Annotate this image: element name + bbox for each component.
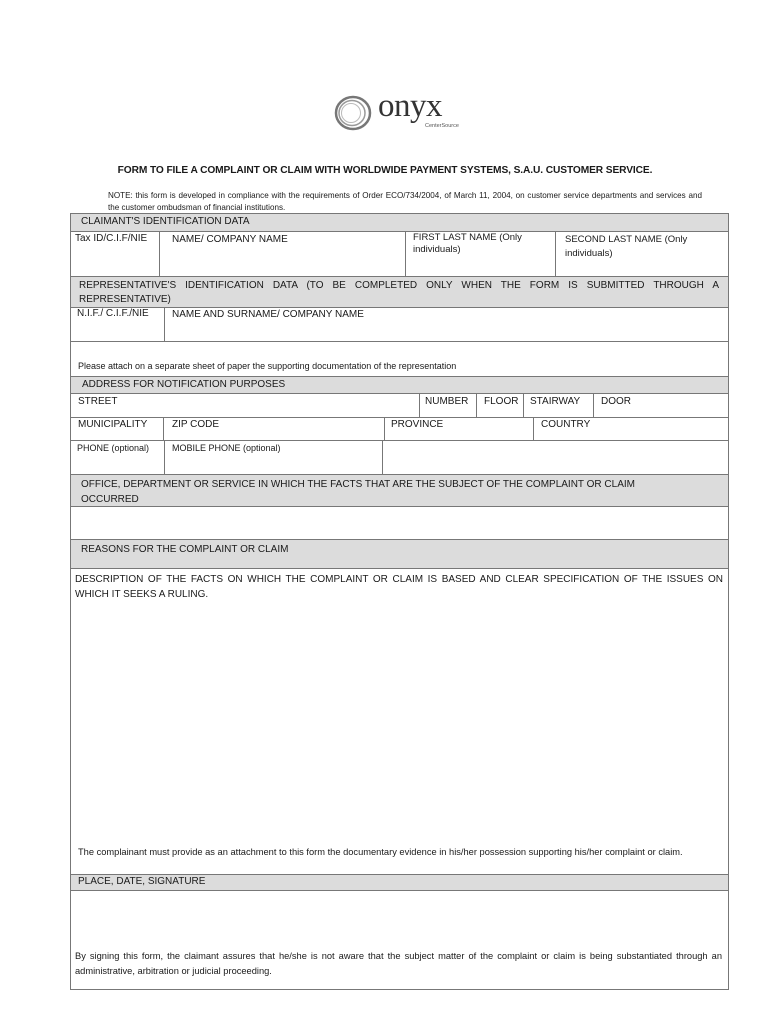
onyx-logo — [332, 88, 472, 134]
description-label: DESCRIPTION OF THE FACTS ON WHICH THE COMPLAINT OR CLAIM IS BASED AND CLEAR SPECIFICATION OF THE ISSUES ON WHICH IT SEEKS A RULING. — [75, 574, 723, 600]
claimant-heading: CLAIMANT'S IDENTIFICATION DATA — [81, 216, 250, 227]
claimant-second-last-name-label: SECOND LAST NAME (Only individuals) — [565, 234, 688, 259]
claimant-tax-id-label: Tax ID/C.I.F/NIE — [75, 233, 148, 244]
address-mobile-label: MOBILE PHONE (optional) — [172, 443, 281, 453]
address-phone-label: PHONE (optional) — [77, 443, 150, 453]
logo-tagline: CenterSource — [425, 123, 459, 129]
claimant-first-last-name-label: FIRST LAST NAME (Only individuals) — [413, 232, 522, 255]
address-stairway-label: STAIRWAY — [530, 396, 581, 407]
address-municipality-label: MUNICIPALITY — [78, 419, 148, 430]
logo-swirl-icon — [332, 94, 376, 132]
representative-heading: REPRESENTATIVE'S IDENTIFICATION DATA (TO BE COMPLETED ONLY WHEN THE FORM IS SUBMITTED THROUGH A REPRESENTATIVE) — [79, 280, 719, 305]
page-title: FORM TO FILE A COMPLAINT OR CLAIM WITH WORLDWIDE PAYMENT SYSTEMS, S.A.U. CUSTOMER SERVICE. — [117, 165, 653, 176]
address-floor-label: FLOOR — [484, 396, 519, 407]
address-number-label: NUMBER — [425, 396, 469, 407]
office-heading: OFFICE, DEPARTMENT OR SERVICE IN WHICH THE FACTS THAT ARE THE SUBJECT OF THE COMPLAINT OR CLAIM OCCURRED — [81, 479, 635, 505]
complaint-form — [70, 213, 729, 990]
address-zip-label: ZIP CODE — [172, 419, 220, 430]
evidence-note: The complainant must provide as an attachment to this form the documentary evidence in his/her possession supporting his/her complaint or claim. — [78, 847, 683, 857]
address-country-label: COUNTRY — [541, 419, 591, 430]
address-province-label: PROVINCE — [391, 419, 444, 430]
claimant-name-label: NAME/ COMPANY NAME — [172, 234, 288, 245]
signature-declaration: By signing this form, the claimant assures that he/she is not aware that the subject matter of the complaint or claim is being substantiated through an administrative, arbitration or judicial proceeding. — [75, 951, 722, 976]
signature-heading: PLACE, DATE, SIGNATURE — [78, 876, 206, 887]
compliance-note: NOTE: this form is developed in compliance with the requirements of Order ECO/734/2004, of March 11, 2004, on customer service departments and services and the customer ombudsman of financial institutions. — [108, 191, 702, 212]
representation-attach-note: Please attach on a separate sheet of paper the supporting documentation of the representation — [78, 361, 457, 371]
address-street-label: STREET — [78, 396, 118, 407]
address-heading: ADDRESS FOR NOTIFICATION PURPOSES — [82, 379, 286, 390]
reasons-heading: REASONS FOR THE COMPLAINT OR CLAIM — [81, 544, 289, 555]
representative-name-label: NAME AND SURNAME/ COMPANY NAME — [172, 309, 364, 320]
logo-wordmark: onyx — [378, 88, 442, 124]
address-door-label: DOOR — [601, 396, 631, 407]
representative-nif-label: N.I.F./ C.I.F./NIE — [77, 308, 149, 319]
